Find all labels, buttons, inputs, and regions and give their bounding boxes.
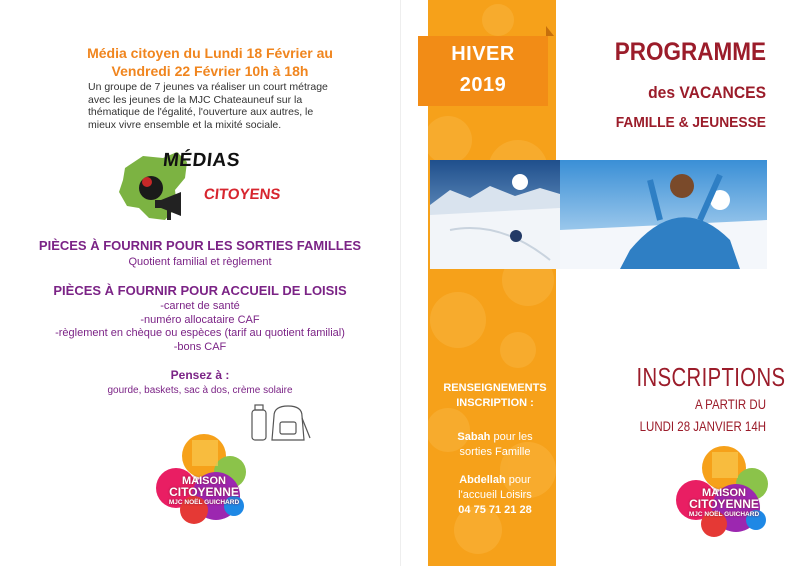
backpack-icon	[272, 406, 310, 440]
loisirs-title: PIÈCES À FOURNIR POUR ACCUEIL DE LOISIS	[53, 283, 347, 298]
season-ribbon-shadow	[546, 26, 554, 36]
programme-title: PROGRAMME	[614, 38, 766, 66]
media-title-line1: Média citoyen du Lundi 18 Février au	[87, 45, 333, 61]
loisirs-item: -règlement en chèque ou espèces (tarif au quotient familial)	[55, 327, 345, 339]
media-title	[70, 44, 350, 80]
loisirs-item: -bons CAF	[173, 340, 227, 353]
programme-subtitle-1: des VACANCES	[648, 83, 766, 102]
winter-photos	[430, 160, 767, 269]
inscriptions-line-2: LUNDI 28 JANVIER 14H	[639, 418, 766, 434]
season-label: HIVER	[451, 43, 515, 65]
sorties-title: PIÈCES À FOURNIR POUR LES SORTIES FAMILLES	[38, 238, 362, 253]
season-year: 2019	[459, 74, 507, 96]
pensez-text: gourde, baskets, sac à dos, crème solaire	[107, 385, 293, 396]
media-description: Un groupe de 7 jeunes va réaliser un court métrage avec les jeunes de la MJC Chateauneuf sur la thématique de l'égalité, l'ouverture aux autres, le mieux vivre ensemble et la mixité sociale.	[88, 81, 328, 131]
loisirs-item: -numéro allocataire CAF	[140, 313, 260, 326]
contact-abdellah: Abdellah pour l'accueil Loisirs 04 75 71 21 28	[436, 473, 554, 518]
contact-title: RENSEIGNEMENTS INSCRIPTION :	[443, 382, 547, 409]
contact-phone: 04 75 71 21 28	[458, 504, 532, 516]
fold-line	[400, 0, 401, 566]
ski-photo	[430, 160, 560, 269]
media-title-line2: Vendredi 22 Février 10h à 18h	[111, 63, 309, 79]
maison-logo-text-right: MAISON CITOYENNE MJC NOËL GUICHARD	[688, 487, 760, 518]
maison-logo-text-left: MAISON CITOYENNE MJC NOËL GUICHARD	[168, 475, 240, 506]
water-bottle-icon	[252, 405, 266, 440]
bottle-and-backpack-illustration	[248, 402, 312, 444]
loisirs-item: -carnet de santé	[160, 300, 240, 312]
contact-sabah: Sabah pour les sorties Famille	[457, 431, 533, 458]
citoyens-logo-word: CITOYENS	[203, 186, 282, 203]
sorties-line: Quotient familial et règlement	[128, 256, 272, 268]
snow-kids-photo	[560, 160, 767, 269]
programme-subtitle-2: FAMILLE & JEUNESSE	[615, 114, 766, 131]
inscriptions-title: INSCRIPTIONS	[636, 362, 786, 392]
pensez-title: Pensez à :	[170, 368, 230, 382]
medias-logo-word: MÉDIAS	[161, 150, 242, 171]
season-ribbon-fold	[548, 26, 556, 106]
inscriptions-line-1: A PARTIR DU	[694, 396, 766, 412]
